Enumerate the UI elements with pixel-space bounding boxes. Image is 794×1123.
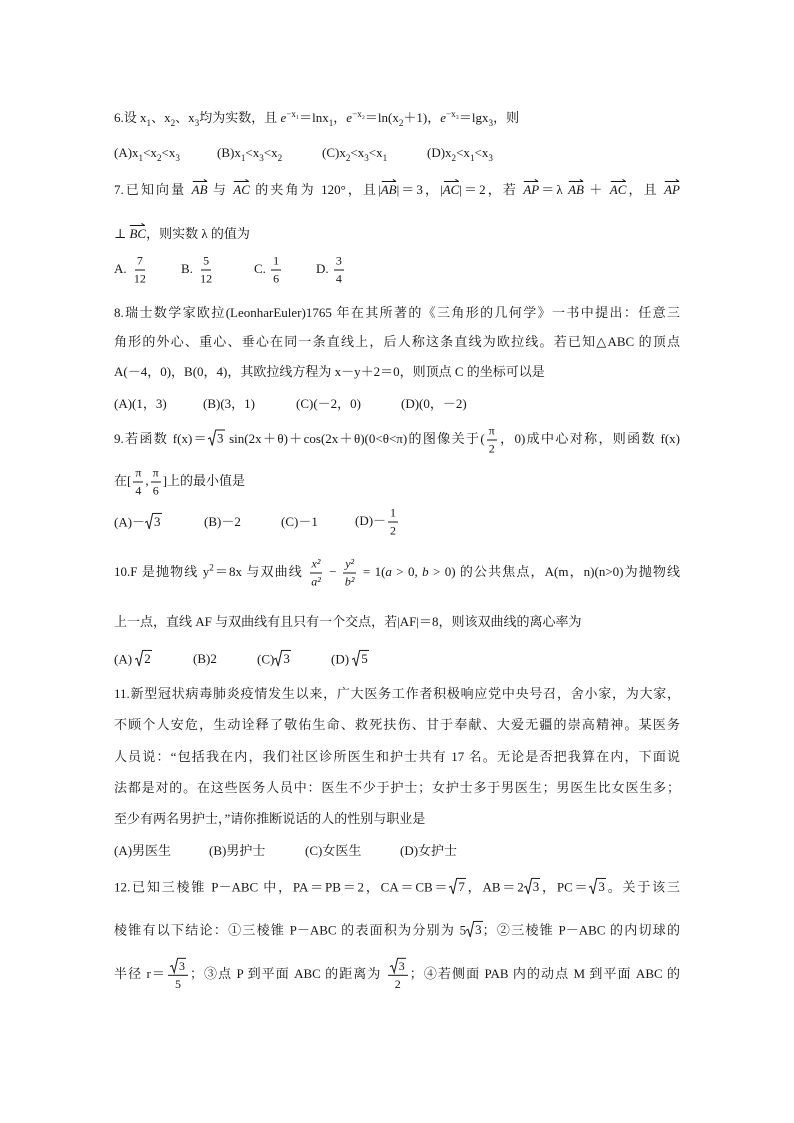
line-text	[114, 225, 250, 243]
math-variable: e	[280, 110, 287, 126]
option-b	[204, 513, 241, 531]
line-text	[114, 304, 680, 322]
option-d	[355, 506, 400, 539]
subscript: 3	[259, 152, 264, 163]
text-run: ,	[145, 472, 149, 488]
text-run: 12.已知三棱锥 P－ABC 中，PA＝PB＝2，CA＝CB＝	[114, 879, 450, 895]
vector-arrow-icon	[568, 178, 584, 183]
option-c	[254, 254, 283, 287]
square-root	[449, 878, 466, 895]
text-run: 人员说：“包括我在内，我们社区诊所医生和护士共有 17 名。无论是否把我算在内，下面说	[114, 749, 680, 765]
vector	[192, 181, 208, 199]
subscript: 2	[345, 152, 351, 163]
subscript: 3	[488, 152, 493, 163]
text-run: 不顾个人安危，生动诠释了敬佑生命、救死扶伤、甘于奉献、大爱无疆的崇高精神。某医务	[114, 717, 680, 733]
option-d	[400, 842, 457, 860]
text-run: (B)x	[217, 145, 241, 161]
text-run: (D)－	[355, 512, 387, 528]
text-run: (B)(3，1)	[203, 396, 255, 412]
fraction	[151, 466, 161, 499]
vector	[443, 181, 460, 199]
text-run: <x	[143, 145, 157, 161]
vector-label: AB	[568, 182, 584, 198]
fraction-numerator	[133, 466, 143, 483]
fraction-numerator	[310, 557, 323, 574]
math-variable: y²	[345, 556, 355, 571]
superscript: −x₁	[286, 108, 300, 119]
radicand: 7	[458, 878, 465, 894]
text-run: (B)男护士	[209, 843, 266, 859]
text-run: (C)x	[322, 145, 346, 161]
option-d	[331, 650, 369, 668]
radicand: 5	[361, 650, 368, 666]
text-run: 10.F 是抛物线 y	[114, 563, 210, 579]
vector	[568, 181, 584, 199]
text-run: ；③点 P 到平面 ABC 的距离为	[189, 965, 386, 981]
fraction-denominator	[393, 976, 403, 992]
line-text	[114, 333, 680, 351]
fraction-denominator	[151, 483, 161, 499]
subscript: 1	[240, 152, 246, 163]
text-run: (D)x	[427, 145, 452, 161]
line-text	[114, 921, 680, 939]
text-run: (D)(0，－2)	[401, 396, 467, 412]
radical-sign-icon	[390, 958, 398, 973]
line-text	[114, 557, 680, 590]
text-run: 4	[335, 271, 342, 286]
fraction	[334, 254, 344, 287]
text-run: 与	[207, 182, 234, 198]
square-root	[352, 650, 369, 667]
square-root	[135, 650, 152, 667]
line-text	[114, 810, 425, 828]
fraction-denominator	[487, 441, 497, 457]
text-run: ，PC＝	[540, 879, 590, 895]
radical-sign-icon	[170, 958, 178, 973]
vector	[610, 181, 627, 199]
text-run: 6	[273, 271, 280, 286]
option-b	[193, 650, 217, 668]
text-run: sin(2x＋θ)＋cos(2x＋θ)(0<θ<π)的图像关于(	[224, 430, 485, 446]
radical-sign-icon	[589, 878, 597, 895]
text-run: ，0)成中心对称，则函数 f(x)	[498, 430, 680, 446]
subscript: 1	[469, 152, 475, 163]
text-run: 法都是对的。在这些医务人员中：医生不少于护士；女护士多于男医生；男医生比女医生多；	[114, 780, 680, 796]
text-run: 、x	[175, 110, 195, 126]
text-run: (A)x	[114, 145, 139, 161]
text-run: D.	[316, 260, 332, 276]
fraction	[388, 506, 398, 539]
text-run: ⊥	[114, 226, 130, 242]
math-variable: a²	[311, 574, 321, 589]
subscript: 1	[138, 152, 144, 163]
fraction-denominator	[132, 271, 148, 287]
radical-sign-icon	[466, 921, 474, 938]
line-text	[114, 779, 680, 797]
text-run: −	[324, 563, 341, 579]
option-b	[209, 842, 265, 860]
radicand: 3	[598, 878, 605, 894]
text-run: 至少有两名男护士，”请你推断说话的人的性别与职业是	[114, 811, 426, 827]
math-variable: b	[422, 563, 429, 579]
fraction-numerator	[151, 466, 161, 483]
option-d	[427, 144, 493, 162]
text-run: 、x	[151, 110, 171, 126]
vector-arrow-icon	[192, 178, 208, 183]
radical-sign-icon	[208, 429, 216, 446]
option-a	[114, 254, 150, 287]
line-text	[114, 424, 680, 457]
subscript: 3	[488, 117, 494, 128]
text-run: 半径 r＝	[114, 965, 166, 981]
vector-label: AP	[523, 182, 540, 198]
option-a	[114, 395, 167, 413]
text-run: 7.已知向量	[114, 182, 192, 198]
text-run: ＝ln(x	[364, 110, 399, 126]
fraction-denominator	[133, 483, 143, 499]
radical-sign-icon	[135, 650, 143, 667]
text-run: (D)女护士	[400, 843, 458, 859]
radicand: 3	[154, 513, 161, 529]
text-run: |＝3，|	[396, 182, 443, 198]
text-run: ，则实数 λ 的值为	[146, 226, 250, 242]
text-run: <x	[350, 145, 365, 161]
radical-sign-icon	[145, 513, 153, 530]
text-run: 2	[394, 977, 401, 992]
option-c	[281, 513, 318, 531]
text-run: π	[135, 465, 142, 480]
fraction-denominator	[198, 271, 214, 287]
text-run: ＝λ	[539, 182, 569, 198]
text-run: <x	[474, 145, 489, 161]
fraction-denominator	[309, 574, 323, 590]
option-c	[257, 650, 291, 668]
text-run: 在[	[114, 472, 132, 488]
radicand: 2	[144, 650, 151, 666]
radical-sign-icon	[524, 878, 532, 895]
superscript: −x₂	[352, 108, 365, 119]
fraction	[309, 557, 323, 590]
text-run: ]上的最小值是	[162, 472, 246, 488]
square-root	[589, 878, 606, 895]
radicand: 3	[475, 921, 482, 937]
text-run: <x	[161, 145, 176, 161]
text-run: <x	[263, 145, 278, 161]
fraction-denominator	[343, 574, 357, 590]
line-text	[114, 363, 545, 381]
text-run: 5	[203, 253, 210, 268]
text-run: ＝8x 与双曲线	[213, 563, 308, 579]
subscript: 2	[398, 117, 404, 128]
vector	[129, 225, 146, 243]
text-run: (C)女医生	[305, 843, 362, 859]
vector-arrow-icon	[129, 222, 146, 227]
fraction-denominator	[334, 271, 344, 287]
text-run: 棱锥有以下结论：①三棱锥 P－ABC 的表面积为分别为 5	[114, 922, 467, 938]
text-run: 3	[335, 253, 342, 268]
fraction-numerator	[388, 506, 398, 523]
fraction-numerator	[334, 254, 344, 271]
square-root	[524, 878, 541, 895]
subscript: 2	[156, 152, 162, 163]
square-root	[170, 958, 186, 973]
text-run: ＝lnx	[299, 110, 329, 126]
text-run: 均为实数，且	[199, 110, 281, 126]
subscript: 1	[328, 117, 334, 128]
line-text	[114, 958, 680, 992]
option-b	[217, 144, 282, 162]
subscript: 3	[194, 117, 200, 128]
vector-label: AB	[380, 182, 397, 198]
radicand: 3	[217, 430, 224, 446]
text-run: 角形的外心、重心、垂心在同一条直线上，后人称这条直线为欧拉线。若已知△ABC 的顶点	[114, 334, 680, 350]
subscript: 1	[382, 152, 388, 163]
option-a	[114, 513, 162, 531]
vector-label: AC	[442, 182, 460, 198]
vector	[664, 181, 680, 199]
radicand: 3	[532, 878, 540, 894]
text-run: (D)	[331, 651, 353, 667]
subscript: 1	[146, 117, 152, 128]
vector-label: AC	[233, 182, 250, 198]
fraction	[168, 958, 188, 992]
option-b	[181, 254, 216, 287]
fraction	[487, 424, 497, 457]
text-run: 4	[135, 483, 142, 498]
superscript: −x₃	[446, 108, 459, 119]
text-run: 5	[174, 977, 181, 992]
fraction	[271, 254, 281, 287]
option-d	[401, 395, 467, 413]
option-a	[114, 842, 171, 860]
text-run: 8.瑞士数学家欧拉(LeonharEuler)1765 年在其所著的《三角形的几何学》一书中提出：任意三	[114, 305, 680, 321]
line-text	[114, 878, 680, 896]
radicand: 3	[398, 958, 405, 973]
fraction	[133, 466, 143, 499]
text-run: (C)－1	[281, 514, 318, 530]
line-text	[114, 109, 519, 127]
fraction	[388, 958, 408, 992]
fraction-numerator	[201, 254, 211, 271]
text-run: A.	[114, 260, 130, 276]
vector-label: AC	[609, 182, 627, 198]
text-run: 6.设 x	[114, 110, 147, 126]
option-c	[305, 842, 361, 860]
vector-arrow-icon	[610, 178, 627, 183]
math-variable: e	[440, 110, 447, 126]
text-run: A(－4，0)，B(0，4)，其欧拉线方程为 x－y＋2＝0，则顶点 C 的坐标可以是	[114, 364, 545, 380]
vector-arrow-icon	[443, 178, 460, 183]
fraction-numerator	[343, 557, 356, 574]
square-root	[274, 650, 291, 667]
subscript: 2	[451, 152, 457, 163]
square-root	[390, 958, 406, 973]
option-a	[114, 144, 180, 162]
fraction-numerator	[135, 254, 145, 271]
subscript: 2	[277, 152, 283, 163]
fraction-numerator	[168, 958, 188, 976]
text-run: 1	[273, 253, 280, 268]
text-run: (A)(1，3)	[114, 396, 167, 412]
line-text	[114, 613, 581, 631]
text-run: (C)	[257, 651, 275, 667]
vector-label: AP	[664, 182, 680, 198]
radical-sign-icon	[274, 650, 282, 667]
text-run: <x	[456, 145, 470, 161]
text-run: <x	[368, 145, 383, 161]
square-root	[145, 513, 162, 530]
text-run: 上一点，直线 AF 与双曲线有且只有一个交点，若|AF|＝8，则该双曲线的离心率为	[114, 614, 582, 630]
text-run: 的夹角为 120°，且|	[249, 182, 381, 198]
text-run: 12	[133, 271, 146, 286]
text-run: π	[152, 465, 159, 480]
vector	[523, 181, 539, 199]
line-text	[114, 466, 245, 499]
text-run: ＋1)，	[403, 110, 441, 126]
fraction	[198, 254, 214, 287]
square-root	[208, 429, 225, 446]
math-variable: x²	[311, 556, 321, 571]
text-run: π	[488, 423, 495, 438]
text-run: ＝lgx	[458, 110, 489, 126]
text-run: 2	[488, 441, 495, 456]
radical-sign-icon	[449, 878, 457, 895]
option-c	[322, 144, 387, 162]
vector-arrow-icon	[664, 178, 680, 183]
vector-label: BC	[129, 226, 147, 242]
subscript: 3	[364, 152, 369, 163]
vector	[233, 181, 250, 199]
text-run: ；④若侧面 PAB 内的动点 M 到平面 ABC 的	[409, 965, 680, 981]
text-run: 1	[390, 505, 397, 520]
text-run: 9.若函数 f(x)＝	[114, 430, 209, 446]
text-run: 11.新型冠状病毒肺炎疫情发生以来，广大医务工作者积极响应党中央号召，舍小家，为大家，	[114, 686, 680, 702]
math-variable: a	[385, 563, 392, 579]
text-run: (C)(－2，0)	[296, 396, 361, 412]
option-a	[114, 650, 152, 668]
vector-label: AB	[191, 182, 208, 198]
text-run: ，且	[626, 182, 665, 198]
subscript: 3	[175, 152, 180, 163]
text-run: (B)－2	[204, 514, 241, 530]
fraction-denominator	[388, 523, 398, 539]
fraction-denominator	[173, 976, 183, 992]
text-run: |＝2，若	[459, 182, 524, 198]
text-run: ＋	[583, 182, 610, 198]
text-run: C.	[254, 260, 270, 276]
text-run: > 0,	[391, 563, 423, 579]
fraction-numerator	[487, 424, 497, 441]
radicand: 3	[283, 650, 290, 666]
fraction	[132, 254, 148, 287]
text-run: ，	[333, 110, 347, 126]
text-run: = 1(	[358, 563, 386, 579]
radicand: 3	[178, 958, 185, 973]
text-run: 12	[200, 271, 213, 286]
line-text	[114, 748, 680, 766]
text-run: ，AB＝2	[465, 879, 524, 895]
option-b	[203, 395, 255, 413]
text-run: 。关于该三	[605, 879, 680, 895]
fraction-denominator	[271, 271, 281, 287]
math-variable: e	[346, 110, 353, 126]
text-run: B.	[181, 260, 197, 276]
text-run: <x	[245, 145, 260, 161]
square-root	[466, 921, 483, 938]
superscript: 2	[209, 562, 214, 573]
math-variable: b²	[344, 574, 355, 589]
fraction	[343, 557, 357, 590]
line-text	[114, 181, 680, 199]
text-run: (A)	[114, 651, 136, 667]
text-run: 6	[152, 483, 159, 498]
fraction-numerator	[271, 254, 281, 271]
text-run: 2	[390, 523, 397, 538]
option-c	[296, 395, 361, 413]
text-run: (B)2	[193, 651, 217, 667]
vector-arrow-icon	[523, 178, 539, 183]
line-text	[114, 716, 680, 734]
fraction-numerator	[388, 958, 408, 976]
text-run: ；②三棱锥 P－ABC 的内切球的	[482, 922, 680, 938]
option-d	[316, 254, 346, 287]
text-run: ，则	[493, 110, 520, 126]
text-run: 7	[136, 253, 143, 268]
radical-sign-icon	[352, 650, 360, 667]
subscript: 2	[170, 117, 176, 128]
text-run: (A)－	[114, 514, 146, 530]
vector	[381, 181, 397, 199]
line-text	[114, 685, 680, 703]
vector-arrow-icon	[381, 178, 397, 183]
vector-arrow-icon	[233, 178, 250, 183]
text-run: > 0) 的公共焦点，A(m，n)(n>0)为抛物线	[428, 563, 680, 579]
text-run: (A)男医生	[114, 843, 172, 859]
